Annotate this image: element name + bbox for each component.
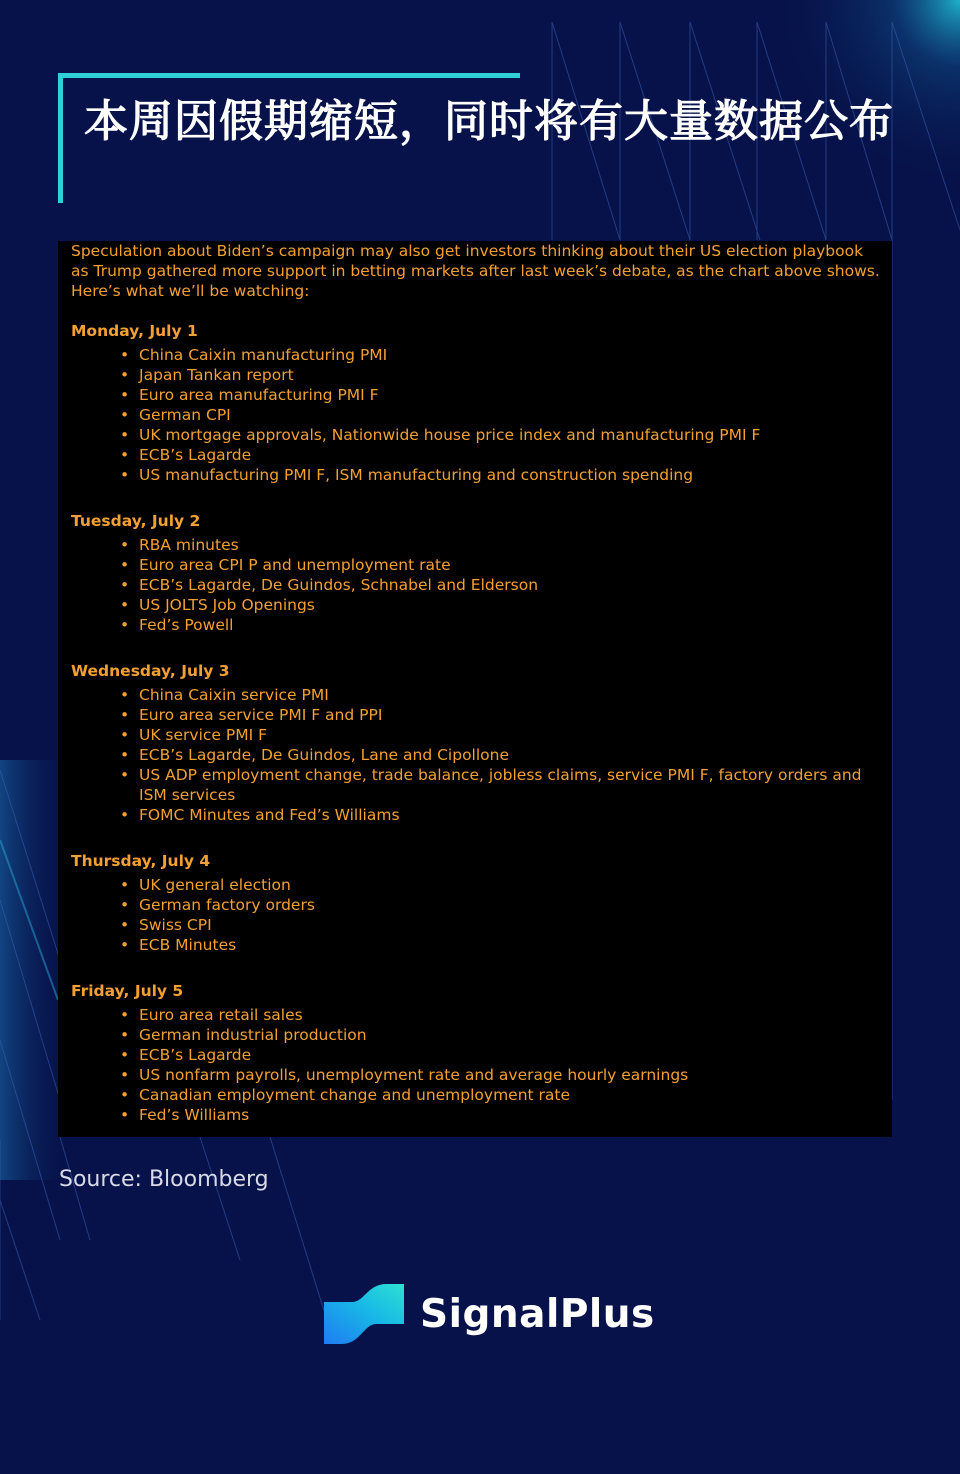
day-section-monday	[71, 321, 882, 485]
event-item: • China Caixin service PMI	[139, 685, 882, 705]
day-title: Tuesday, July 2	[71, 512, 201, 530]
event-list	[71, 345, 882, 485]
event-list	[71, 875, 882, 955]
event-list	[71, 685, 882, 825]
title-accent-top	[58, 73, 520, 78]
event-item: • Euro area retail sales	[139, 1005, 882, 1025]
terminal-panel	[58, 241, 892, 1137]
brand-logo	[322, 1282, 655, 1346]
event-item: • Japan Tankan report	[139, 365, 882, 385]
day-title: Monday, July 1	[71, 322, 198, 340]
event-item: • German factory orders	[139, 895, 882, 915]
event-item: • ECB’s Lagarde, De Guindos, Lane and Cipollone	[139, 745, 882, 765]
event-item: • Swiss CPI	[139, 915, 882, 935]
day-section-wednesday	[71, 661, 882, 825]
event-item: • US manufacturing PMI F, ISM manufacturing and construction spending	[139, 465, 882, 485]
title-accent-left	[58, 73, 63, 203]
event-item: • ECB’s Lagarde, De Guindos, Schnabel and Elderson	[139, 575, 882, 595]
event-item: • UK mortgage approvals, Nationwide house price index and manufacturing PMI F	[139, 425, 882, 445]
day-title: Wednesday, July 3	[71, 662, 230, 680]
day-section-tuesday	[71, 511, 882, 635]
event-item: • China Caixin manufacturing PMI	[139, 345, 882, 365]
event-item: • German industrial production	[139, 1025, 882, 1045]
event-list	[71, 535, 882, 635]
event-item: • FOMC Minutes and Fed’s Williams	[139, 805, 882, 825]
brand-name: SignalPlus	[420, 1291, 655, 1337]
event-item: • ECB Minutes	[139, 935, 882, 955]
event-item: • US JOLTS Job Openings	[139, 595, 882, 615]
day-section-friday	[71, 981, 882, 1125]
event-item: • RBA minutes	[139, 535, 882, 555]
event-item: • UK general election	[139, 875, 882, 895]
source-caption: Source: Bloomberg	[59, 1167, 269, 1192]
event-item: • German CPI	[139, 405, 882, 425]
event-item: • UK service PMI F	[139, 725, 882, 745]
event-item: • Canadian employment change and unemployment rate	[139, 1085, 882, 1105]
event-list	[71, 1005, 882, 1125]
signalplus-logo-icon	[322, 1282, 406, 1346]
day-section-thursday	[71, 851, 882, 955]
event-item: • Euro area manufacturing PMI F	[139, 385, 882, 405]
event-item: • ECB’s Lagarde	[139, 1045, 882, 1065]
event-item: • Fed’s Powell	[139, 615, 882, 635]
event-item: • Euro area CPI P and unemployment rate	[139, 555, 882, 575]
event-item: • ECB’s Lagarde	[139, 445, 882, 465]
page-title: 本周因假期缩短，同时将有大量数据公布	[84, 96, 894, 147]
intro-paragraph: Speculation about Biden’s campaign may also get investors thinking about their US election playbook as Trump gathered more support in betting markets after last week’s debate, as the chart above shows. Here’s what we’ll be watching:	[71, 242, 880, 300]
event-item: • Fed’s Williams	[139, 1105, 882, 1125]
day-title: Thursday, July 4	[71, 852, 211, 870]
event-item: • Euro area service PMI F and PPI	[139, 705, 882, 725]
event-item: • US nonfarm payrolls, unemployment rate and average hourly earnings	[139, 1065, 882, 1085]
title-block	[58, 73, 898, 203]
event-item: • US ADP employment change, trade balance, jobless claims, service PMI F, factory orders and ISM services	[139, 765, 882, 805]
day-title: Friday, July 5	[71, 982, 184, 1000]
